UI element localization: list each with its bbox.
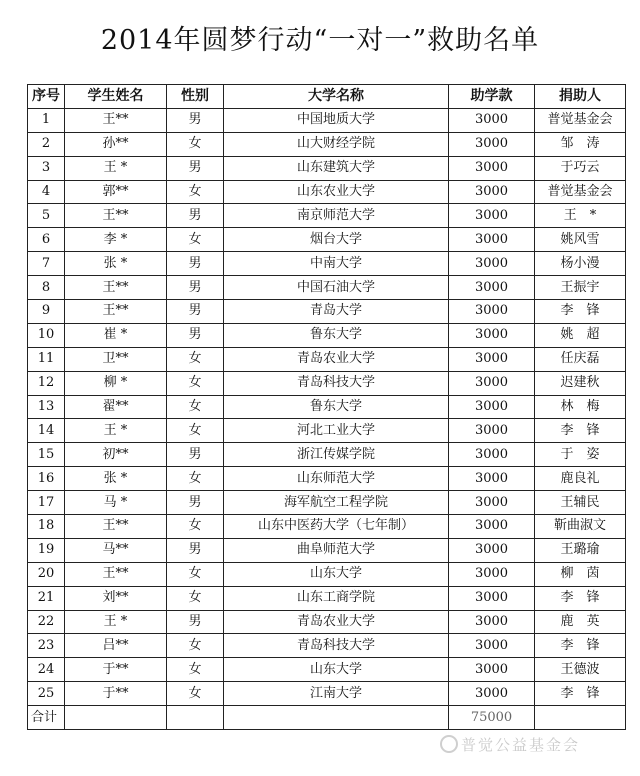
row-number: 8 xyxy=(28,276,65,300)
aid-amount: 3000 xyxy=(449,538,535,562)
table-row xyxy=(28,419,626,443)
aid-amount: 3000 xyxy=(449,515,535,539)
aid-amount: 3000 xyxy=(449,467,535,491)
aid-amount: 3000 xyxy=(449,204,535,228)
column-header-number: 序号 xyxy=(28,85,65,109)
table-row xyxy=(28,371,626,395)
gender: 女 xyxy=(167,682,224,706)
table-row xyxy=(28,610,626,634)
university-name: 南京师范大学 xyxy=(224,204,449,228)
donor-name: 李 锋 xyxy=(535,419,626,443)
table-row xyxy=(28,467,626,491)
row-number: 23 xyxy=(28,634,65,658)
aid-amount: 3000 xyxy=(449,658,535,682)
watermark-text: 普觉公益基金会 xyxy=(461,736,581,754)
gender: 男 xyxy=(167,323,224,347)
table-row xyxy=(28,347,626,371)
student-name: 吕** xyxy=(65,634,167,658)
table-row xyxy=(28,443,626,467)
table-body xyxy=(28,108,626,705)
aid-amount: 3000 xyxy=(449,371,535,395)
table-row xyxy=(28,323,626,347)
gender: 男 xyxy=(167,252,224,276)
table-row xyxy=(28,204,626,228)
row-number: 22 xyxy=(28,610,65,634)
student-name: 王** xyxy=(65,515,167,539)
total-empty-cell xyxy=(65,706,167,730)
gender: 男 xyxy=(167,108,224,132)
student-name: 于** xyxy=(65,658,167,682)
aid-amount: 3000 xyxy=(449,586,535,610)
gender: 女 xyxy=(167,515,224,539)
column-header-university: 大学名称 xyxy=(224,85,449,109)
university-name: 鲁东大学 xyxy=(224,323,449,347)
donor-name: 柳 茵 xyxy=(535,562,626,586)
donor-name: 林 梅 xyxy=(535,395,626,419)
total-empty-cell xyxy=(535,706,626,730)
student-name: 孙** xyxy=(65,132,167,156)
table-row xyxy=(28,658,626,682)
total-row xyxy=(28,706,626,730)
row-number: 12 xyxy=(28,371,65,395)
university-name: 青岛科技大学 xyxy=(224,634,449,658)
total-amount: 75000 xyxy=(449,706,535,730)
university-name: 中国石油大学 xyxy=(224,276,449,300)
donor-name: 李 锋 xyxy=(535,634,626,658)
gender: 男 xyxy=(167,610,224,634)
student-name: 王** xyxy=(65,276,167,300)
gender: 女 xyxy=(167,467,224,491)
student-name: 马** xyxy=(65,538,167,562)
donor-name: 王璐瑜 xyxy=(535,538,626,562)
university-name: 烟台大学 xyxy=(224,228,449,252)
student-name: 翟** xyxy=(65,395,167,419)
gender: 女 xyxy=(167,562,224,586)
row-number: 11 xyxy=(28,347,65,371)
table-row xyxy=(28,682,626,706)
student-name: 王 * xyxy=(65,610,167,634)
table-row xyxy=(28,156,626,180)
student-name: 郭** xyxy=(65,180,167,204)
gender: 女 xyxy=(167,419,224,443)
aid-amount: 3000 xyxy=(449,491,535,515)
university-name: 山东中医药大学（七年制） xyxy=(224,515,449,539)
university-name: 鲁东大学 xyxy=(224,395,449,419)
student-name: 张 * xyxy=(65,467,167,491)
aid-amount: 3000 xyxy=(449,228,535,252)
aid-amount: 3000 xyxy=(449,395,535,419)
row-number: 1 xyxy=(28,108,65,132)
university-name: 江南大学 xyxy=(224,682,449,706)
donor-name: 于巧云 xyxy=(535,156,626,180)
aid-amount: 3000 xyxy=(449,634,535,658)
university-name: 山东师范大学 xyxy=(224,467,449,491)
row-number: 4 xyxy=(28,180,65,204)
university-name: 青岛农业大学 xyxy=(224,347,449,371)
total-empty-cell xyxy=(167,706,224,730)
student-name: 李 * xyxy=(65,228,167,252)
donor-name: 杨小漫 xyxy=(535,252,626,276)
student-name: 张 * xyxy=(65,252,167,276)
student-name: 卫** xyxy=(65,347,167,371)
table-row xyxy=(28,586,626,610)
gender: 女 xyxy=(167,658,224,682)
table-row xyxy=(28,562,626,586)
gender: 男 xyxy=(167,538,224,562)
gender: 男 xyxy=(167,443,224,467)
aid-amount: 3000 xyxy=(449,156,535,180)
row-number: 15 xyxy=(28,443,65,467)
donor-name: 王 * xyxy=(535,204,626,228)
row-number: 6 xyxy=(28,228,65,252)
student-name: 王** xyxy=(65,204,167,228)
university-name: 山东大学 xyxy=(224,658,449,682)
donor-name: 任庆磊 xyxy=(535,347,626,371)
row-number: 21 xyxy=(28,586,65,610)
aid-amount: 3000 xyxy=(449,682,535,706)
donor-name: 鹿良礼 xyxy=(535,467,626,491)
row-number: 17 xyxy=(28,491,65,515)
total-empty-cell xyxy=(224,706,449,730)
gender: 女 xyxy=(167,180,224,204)
row-number: 18 xyxy=(28,515,65,539)
university-name: 河北工业大学 xyxy=(224,419,449,443)
gender: 女 xyxy=(167,395,224,419)
row-number: 5 xyxy=(28,204,65,228)
table-row xyxy=(28,108,626,132)
university-name: 中国地质大学 xyxy=(224,108,449,132)
table-row xyxy=(28,252,626,276)
table-row xyxy=(28,228,626,252)
row-number: 3 xyxy=(28,156,65,180)
student-name: 王** xyxy=(65,300,167,324)
aid-amount: 3000 xyxy=(449,108,535,132)
student-name: 王 * xyxy=(65,419,167,443)
donor-name: 普觉基金会 xyxy=(535,180,626,204)
table-row xyxy=(28,395,626,419)
university-name: 曲阜师范大学 xyxy=(224,538,449,562)
university-name: 山大财经学院 xyxy=(224,132,449,156)
university-name: 山东建筑大学 xyxy=(224,156,449,180)
donor-name: 王辅民 xyxy=(535,491,626,515)
donor-name: 靳曲淑文 xyxy=(535,515,626,539)
gender: 女 xyxy=(167,347,224,371)
student-name: 于** xyxy=(65,682,167,706)
student-name: 马 * xyxy=(65,491,167,515)
row-number: 2 xyxy=(28,132,65,156)
wechat-logo-icon xyxy=(440,735,458,753)
column-header-aid-amount: 助学款 xyxy=(449,85,535,109)
row-number: 24 xyxy=(28,658,65,682)
student-name: 刘** xyxy=(65,586,167,610)
university-name: 山东农业大学 xyxy=(224,180,449,204)
table-row xyxy=(28,538,626,562)
aid-amount: 3000 xyxy=(449,323,535,347)
table-row xyxy=(28,132,626,156)
aid-amount: 3000 xyxy=(449,347,535,371)
table-row xyxy=(28,491,626,515)
row-number: 9 xyxy=(28,300,65,324)
table-row xyxy=(28,634,626,658)
row-number: 13 xyxy=(28,395,65,419)
table-row xyxy=(28,515,626,539)
student-name: 王** xyxy=(65,108,167,132)
student-name: 柳 * xyxy=(65,371,167,395)
donor-name: 李 锋 xyxy=(535,586,626,610)
watermark xyxy=(440,734,580,755)
donor-name: 李 锋 xyxy=(535,682,626,706)
aid-roster-table xyxy=(27,84,626,730)
column-header-donor: 捐助人 xyxy=(535,85,626,109)
university-name: 浙江传媒学院 xyxy=(224,443,449,467)
aid-amount: 3000 xyxy=(449,300,535,324)
row-number: 14 xyxy=(28,419,65,443)
donor-name: 迟建秋 xyxy=(535,371,626,395)
total-label: 合计 xyxy=(28,706,65,730)
student-name: 王 * xyxy=(65,156,167,180)
page-title: 2014年圆梦行动“一对一”救助名单 xyxy=(100,25,540,56)
aid-amount: 3000 xyxy=(449,562,535,586)
university-name: 青岛科技大学 xyxy=(224,371,449,395)
aid-amount: 3000 xyxy=(449,276,535,300)
table-row xyxy=(28,300,626,324)
table-row xyxy=(28,180,626,204)
row-number: 20 xyxy=(28,562,65,586)
gender: 男 xyxy=(167,156,224,180)
gender: 男 xyxy=(167,300,224,324)
row-number: 19 xyxy=(28,538,65,562)
gender: 男 xyxy=(167,204,224,228)
university-name: 山东工商学院 xyxy=(224,586,449,610)
gender: 男 xyxy=(167,276,224,300)
aid-amount: 3000 xyxy=(449,132,535,156)
student-name: 崔 * xyxy=(65,323,167,347)
university-name: 中南大学 xyxy=(224,252,449,276)
donor-name: 鹿 英 xyxy=(535,610,626,634)
donor-name: 普觉基金会 xyxy=(535,108,626,132)
row-number: 16 xyxy=(28,467,65,491)
gender: 女 xyxy=(167,634,224,658)
aid-amount: 3000 xyxy=(449,180,535,204)
aid-amount: 3000 xyxy=(449,252,535,276)
donor-name: 姚风雪 xyxy=(535,228,626,252)
column-header-gender: 性别 xyxy=(167,85,224,109)
aid-amount: 3000 xyxy=(449,610,535,634)
donor-name: 姚 超 xyxy=(535,323,626,347)
donor-name: 王德波 xyxy=(535,658,626,682)
donor-name: 李 锋 xyxy=(535,300,626,324)
donor-name: 于 姿 xyxy=(535,443,626,467)
column-header-student-name: 学生姓名 xyxy=(65,85,167,109)
aid-amount: 3000 xyxy=(449,443,535,467)
aid-amount: 3000 xyxy=(449,419,535,443)
student-name: 王** xyxy=(65,562,167,586)
gender: 女 xyxy=(167,132,224,156)
row-number: 10 xyxy=(28,323,65,347)
gender: 女 xyxy=(167,586,224,610)
university-name: 海军航空工程学院 xyxy=(224,491,449,515)
row-number: 25 xyxy=(28,682,65,706)
table-row xyxy=(28,276,626,300)
student-name: 初** xyxy=(65,443,167,467)
university-name: 青岛大学 xyxy=(224,300,449,324)
gender: 男 xyxy=(167,491,224,515)
donor-name: 邹 涛 xyxy=(535,132,626,156)
gender: 女 xyxy=(167,228,224,252)
donor-name: 王振宇 xyxy=(535,276,626,300)
gender: 女 xyxy=(167,371,224,395)
table-header-row xyxy=(28,85,626,109)
row-number: 7 xyxy=(28,252,65,276)
university-name: 青岛农业大学 xyxy=(224,610,449,634)
university-name: 山东大学 xyxy=(224,562,449,586)
